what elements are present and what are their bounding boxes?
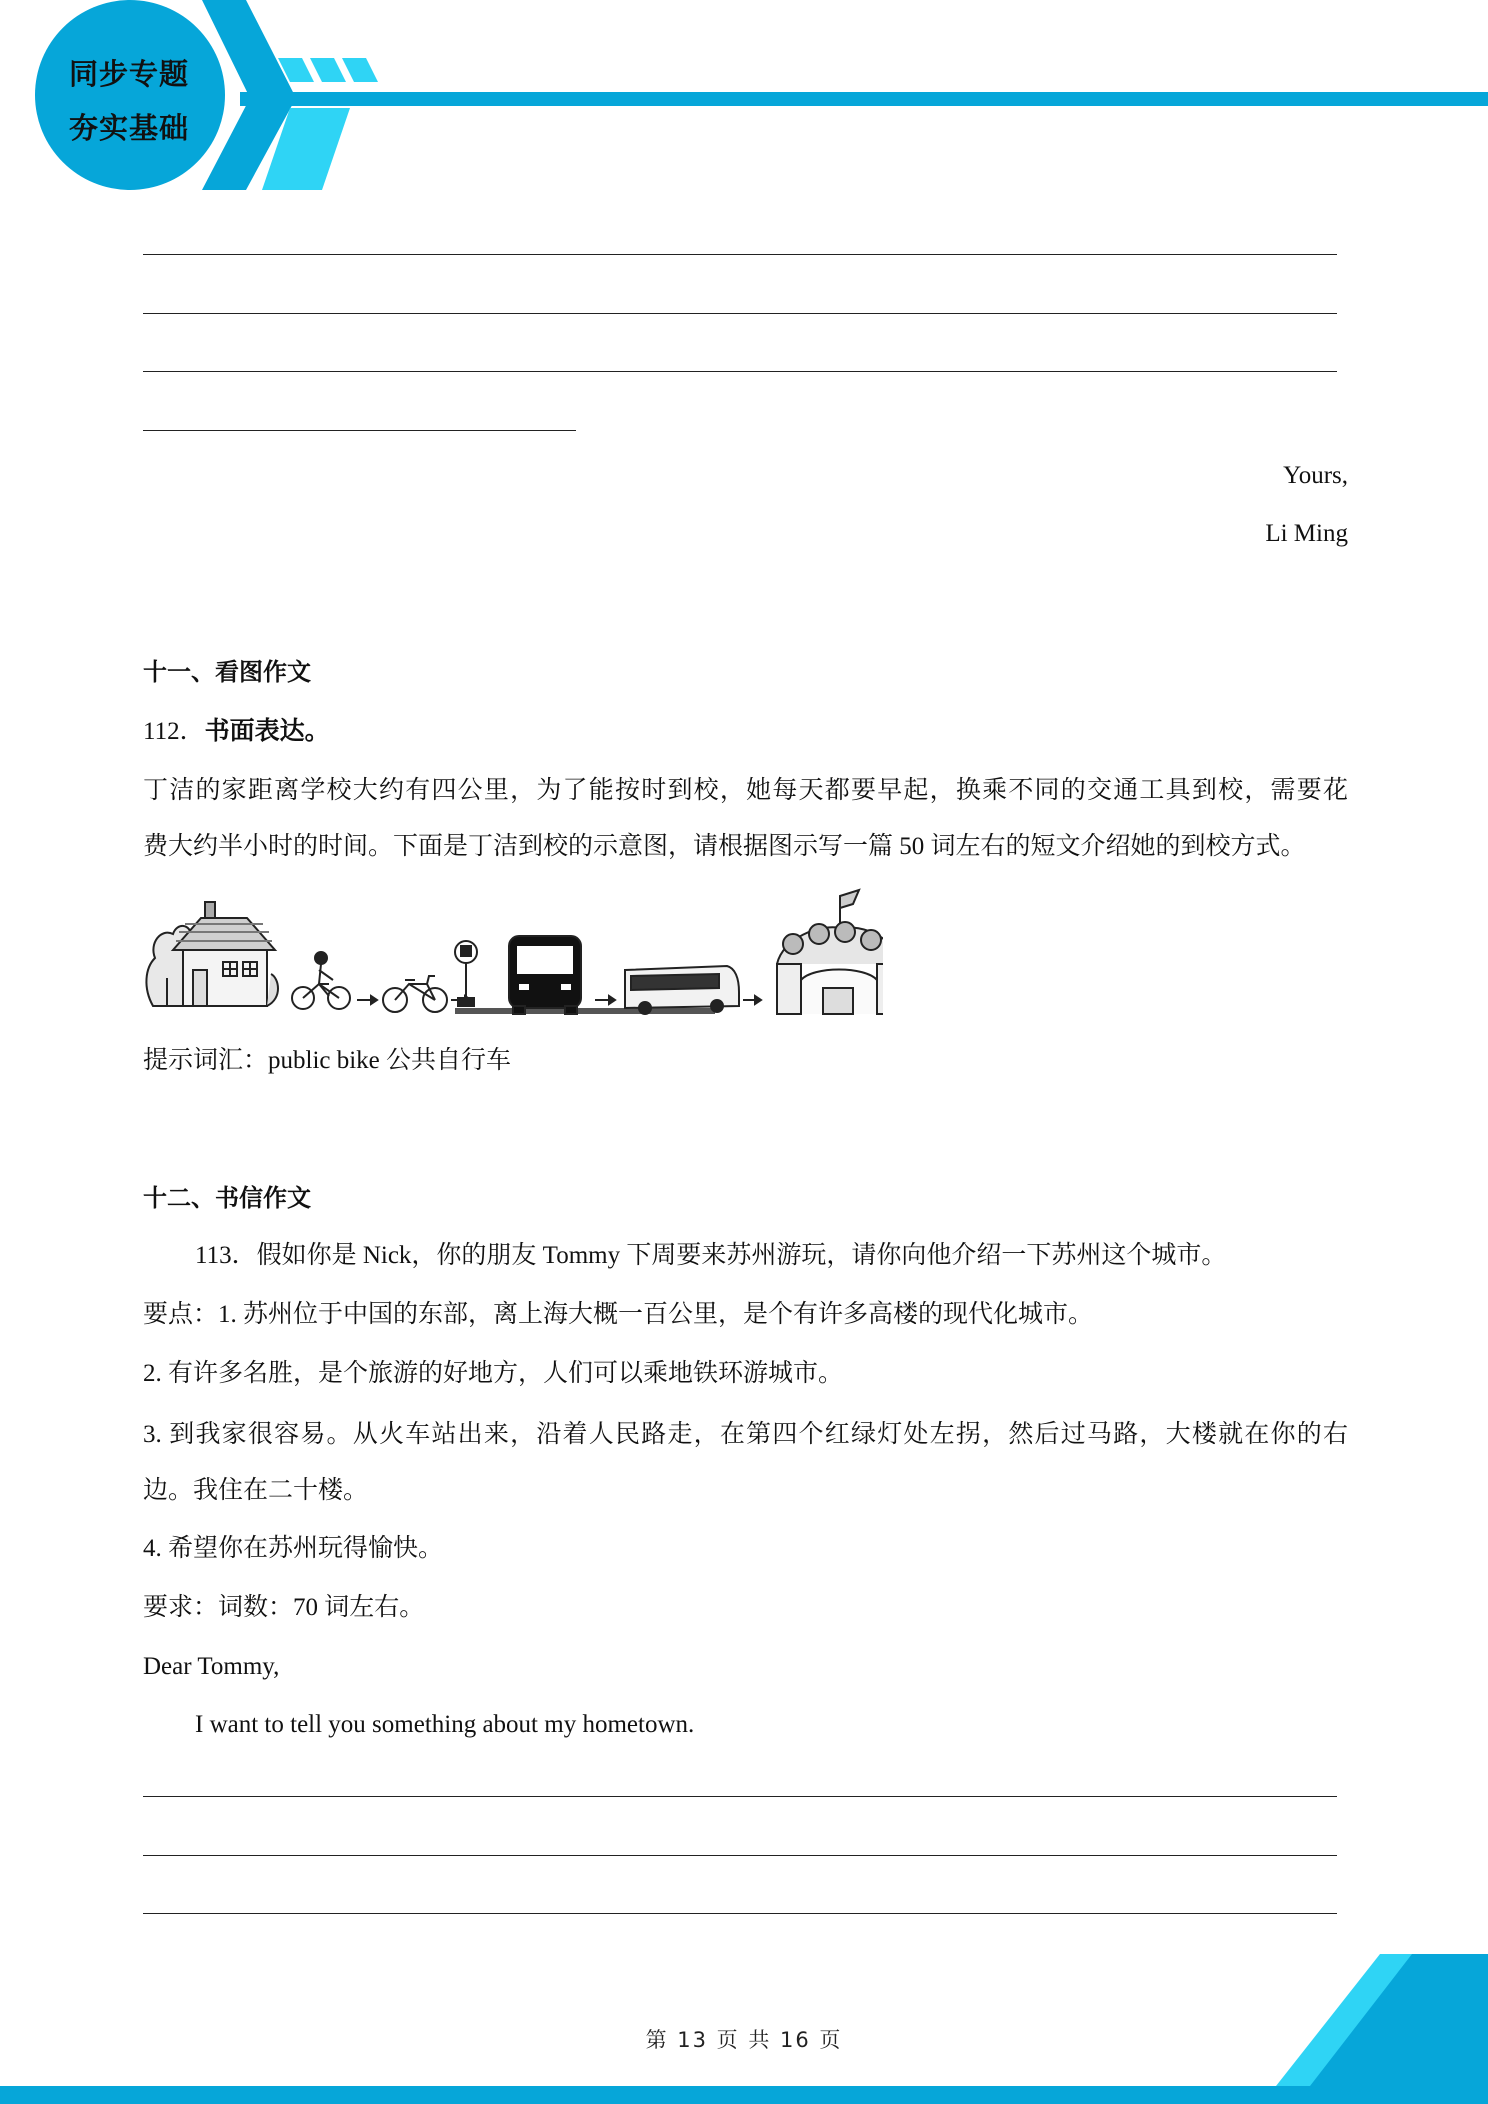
bus-side-icon	[625, 966, 739, 1014]
answer-line	[143, 371, 1337, 372]
cyclist-icon	[292, 952, 350, 1009]
header-dash-3	[342, 58, 378, 82]
point-1: 要点：1. 苏州位于中国的东部，离上海大概一百公里，是个有许多高楼的现代化城市。	[143, 1301, 1094, 1328]
point-2: 2. 有许多名胜，是个旅游的好地方，人们可以乘地铁环游城市。	[143, 1360, 844, 1387]
answer-line-short	[143, 430, 576, 431]
point-3-line-1: 3. 到我家很容易。从火车站出来，沿着人民路走，在第四个红绿灯处左拐，然后过马路，大楼就在你的右	[143, 1421, 1348, 1448]
question-112-title: 书面表达。	[204, 716, 330, 745]
answer-line	[143, 1796, 1337, 1797]
question-113: 113．假如你是 Nick，你的朋友 Tommy 下周要来苏州游玩，请你向他介绍一下苏州这个城市。	[195, 1242, 1227, 1269]
footer-stripe	[0, 2086, 1488, 2104]
header-dash-2	[310, 58, 346, 82]
question-112-line-1: 丁洁的家距离学校大约有四公里，为了能按时到校，她每天都要早起，换乘不同的交通工具到校，需要花	[143, 777, 1348, 804]
bicycle-icon	[383, 976, 447, 1012]
arrow-icon	[357, 996, 377, 1004]
bus-front-icon	[509, 936, 581, 1014]
requirement: 要求：词数：70 词左右。	[143, 1594, 425, 1621]
question-112	[143, 713, 330, 750]
question-112-number: 112．	[143, 718, 205, 745]
answer-line	[143, 313, 1337, 314]
school-gate-icon	[777, 890, 883, 1014]
section-11-heading: 十一、看图作文	[143, 657, 311, 686]
point-3-line-2: 边。我住在二十楼。	[143, 1477, 369, 1504]
letter-opening: I want to tell you something about my hometown.	[195, 1711, 695, 1738]
header-stripe	[240, 92, 1488, 106]
question-112-hint: 提示词汇：public bike 公共自行车	[143, 1047, 512, 1074]
answer-line	[143, 254, 1337, 255]
badge-line-1: 同步专题	[68, 57, 189, 91]
arrow-icon	[743, 996, 761, 1004]
letter-closing: Yours,	[1283, 462, 1348, 489]
header-badge-circle	[35, 0, 225, 190]
letter-signature: Li Ming	[1265, 520, 1348, 547]
answer-line	[143, 1855, 1337, 1856]
header-banner	[0, 0, 1488, 200]
badge-line-2: 夯实基础	[68, 111, 189, 145]
arrow-icon	[595, 996, 615, 1004]
question-112-line-2: 费大约半小时的时间。下面是丁洁到校的示意图，请根据图示写一篇 50 词左右的短文介绍她的到校方式。	[143, 833, 1306, 860]
page-number: 第 13 页 共 16 页	[645, 2028, 843, 2052]
answer-line	[143, 1913, 1337, 1914]
section-12-heading: 十二、书信作文	[143, 1183, 311, 1212]
route-illustration	[143, 888, 883, 1018]
point-4: 4. 希望你在苏州玩得愉快。	[143, 1535, 444, 1562]
letter-salutation: Dear Tommy,	[143, 1653, 280, 1680]
house-icon	[173, 902, 278, 1006]
